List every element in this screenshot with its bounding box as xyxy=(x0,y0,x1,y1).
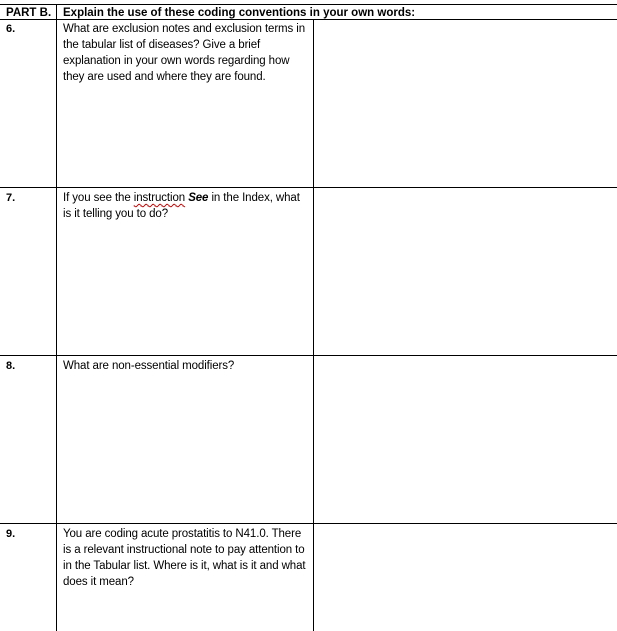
question-number: 7. xyxy=(6,192,16,204)
emphasized-term: See xyxy=(188,192,209,204)
section-instructions: Explain the use of these coding conventions in your own words: xyxy=(63,7,416,19)
question-text xyxy=(63,190,307,222)
question-text-part: in the Index, what is it telling you to do? xyxy=(63,192,300,220)
answer-cell[interactable] xyxy=(314,356,617,523)
question-text-part: If you see the xyxy=(63,192,134,204)
question-text: What are non-essential modifiers? xyxy=(63,360,235,372)
question-text: What are exclusion notes and exclusion terms in the tabular list of diseases? Give a brief explanation in your own words regarding how they are used and where they are found. xyxy=(63,23,306,83)
answer-cell[interactable] xyxy=(314,20,617,187)
answer-cell[interactable] xyxy=(314,524,617,631)
spellcheck-flagged-word: instruction xyxy=(133,192,186,204)
question-number: 8. xyxy=(6,360,16,372)
question-number: 6. xyxy=(6,23,16,35)
part-label: PART B. xyxy=(6,7,52,19)
table-top-border xyxy=(0,4,617,5)
column-divider-number xyxy=(56,4,57,631)
question-number: 9. xyxy=(6,528,16,540)
question-text: You are coding acute prostatitis to N41.0. There is a relevant instructional note to pay attention to in the Tabular list. Where is it, what is it and what does it mean? xyxy=(63,528,306,588)
answer-cell[interactable] xyxy=(314,188,617,355)
